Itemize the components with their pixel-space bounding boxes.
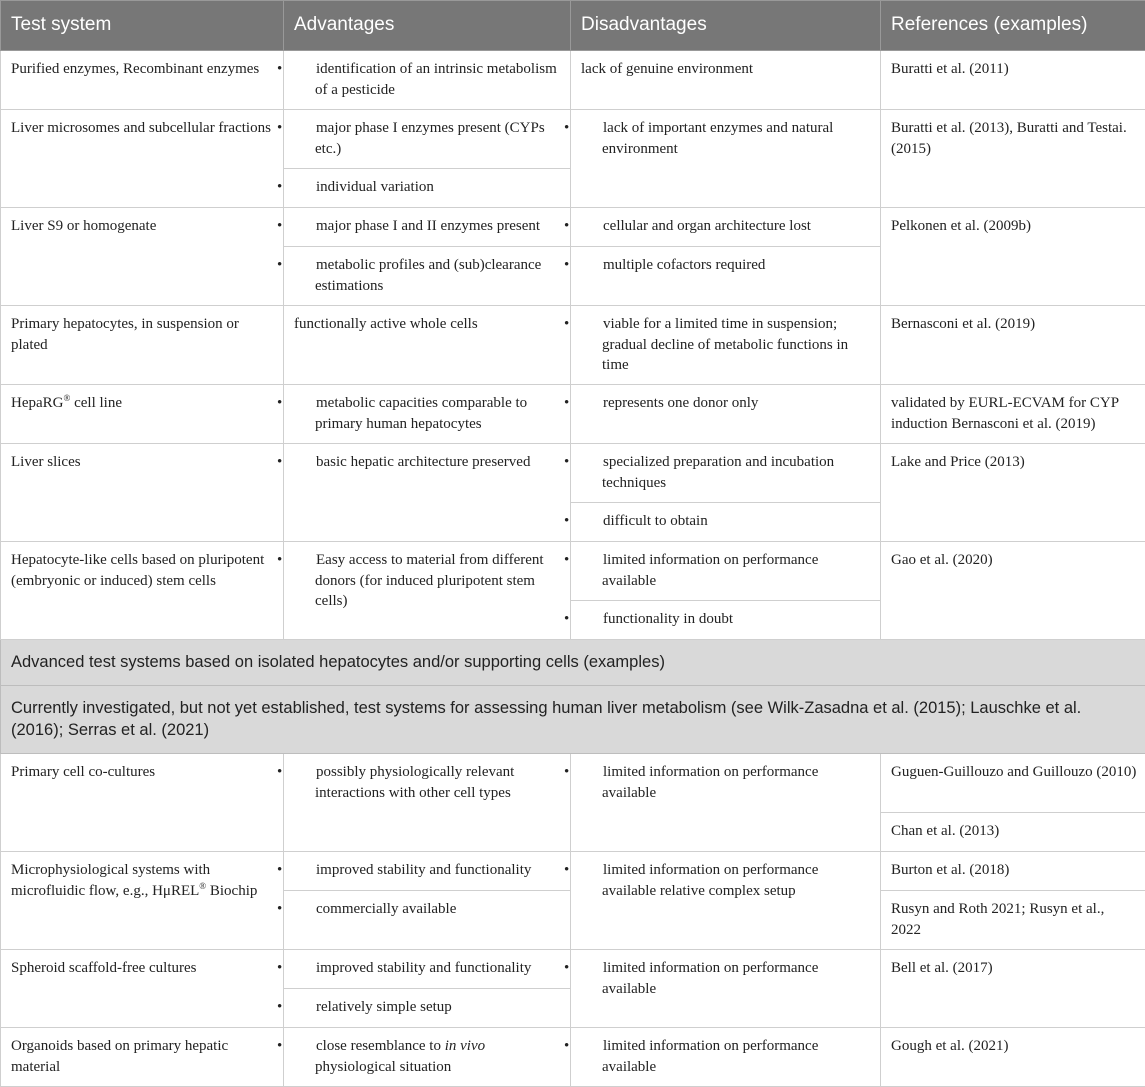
table-row	[1, 1028, 1145, 1087]
table-row	[1, 542, 1145, 601]
bullet-icon: •	[296, 177, 316, 198]
disadvantage-cell: • limited information on performance available	[571, 950, 881, 1028]
bullet-icon: •	[296, 958, 316, 979]
disadvantage-cell: lack of genuine environment	[571, 51, 881, 110]
advantage-cell: • major phase I and II enzymes present	[284, 208, 571, 247]
section-row	[1, 686, 1145, 754]
disadvantage-cell: • multiple cofactors required	[571, 247, 881, 306]
section-row	[1, 640, 1145, 686]
advantage-cell: • individual variation	[284, 169, 571, 208]
bullet-icon: •	[296, 550, 316, 571]
reference-cell: Buratti et al. (2013), Buratti and Testai. (2015)	[881, 110, 1145, 208]
reference-cell: Guguen-Guillouzo and Guillouzo (2010)	[881, 754, 1145, 813]
bullet-icon: •	[583, 216, 603, 237]
disadvantage-cell: • limited information on performance available	[571, 542, 881, 601]
reference-cell: Gao et al. (2020)	[881, 542, 1145, 640]
reference-cell: validated by EURL-ECVAM for CYP induction Bernasconi et al. (2019)	[881, 385, 1145, 444]
test-system-cell: Spheroid scaffold-free cultures	[1, 950, 284, 1028]
bullet-icon: •	[296, 393, 316, 414]
reference-cell: Buratti et al. (2011)	[881, 51, 1145, 110]
bullet-icon: •	[583, 860, 603, 881]
reference-cell: Burton et al. (2018)	[881, 852, 1145, 891]
table-row	[1, 385, 1145, 444]
header-advantages: Advantages	[284, 1, 571, 51]
advantage-cell: • improved stability and functionality	[284, 852, 571, 891]
bullet-icon: •	[583, 511, 603, 532]
table-row	[1, 208, 1145, 247]
advantage-cell: • improved stability and functionality	[284, 950, 571, 989]
bullet-icon: •	[583, 118, 603, 139]
bullet-icon: •	[583, 958, 603, 979]
reference-cell: Bernasconi et al. (2019)	[881, 306, 1145, 385]
test-system-cell: Microphysiological systems with microfluidic flow, e.g., HμREL® Biochip	[1, 852, 284, 950]
reference-cell: Gough et al. (2021)	[881, 1028, 1145, 1087]
header-disadvantages: Disadvantages	[571, 1, 881, 51]
disadvantage-cell: • lack of important enzymes and natural environment	[571, 110, 881, 208]
bullet-icon: •	[296, 997, 316, 1018]
bullet-icon: •	[296, 255, 316, 276]
bullet-icon: •	[296, 118, 316, 139]
disadvantage-cell: • viable for a limited time in suspension; gradual decline of metabolic functions in time	[571, 306, 881, 385]
table-row	[1, 852, 1145, 891]
advantage-cell: • basic hepatic architecture preserved	[284, 444, 571, 542]
bullet-icon: •	[296, 216, 316, 237]
table-row	[1, 306, 1145, 385]
advantage-cell: • metabolic capacities comparable to primary human hepatocytes	[284, 385, 571, 444]
advantage-cell: functionally active whole cells	[284, 306, 571, 385]
advantage-cell: • Easy access to material from different donors (for induced pluripotent stem cells)	[284, 542, 571, 640]
bullet-icon: •	[583, 609, 603, 630]
table-row	[1, 110, 1145, 169]
header-test-system: Test system	[1, 1, 284, 51]
disadvantage-cell: • cellular and organ architecture lost	[571, 208, 881, 247]
test-system-cell: Primary hepatocytes, in suspension or plated	[1, 306, 284, 385]
disadvantage-cell: • functionality in doubt	[571, 601, 881, 640]
test-system-cell: Liver slices	[1, 444, 284, 542]
bullet-icon: •	[583, 314, 603, 335]
test-system-cell: Primary cell co-cultures	[1, 754, 284, 852]
advantage-cell: • commercially available	[284, 891, 571, 950]
table-row	[1, 444, 1145, 503]
bullet-icon: •	[583, 255, 603, 276]
bullet-icon: •	[583, 762, 603, 783]
section-heading: Advanced test systems based on isolated hepatocytes and/or supporting cells (examples)	[1, 640, 1145, 686]
bullet-icon: •	[583, 393, 603, 414]
reference-cell: Bell et al. (2017)	[881, 950, 1145, 1028]
bullet-icon: •	[583, 1036, 603, 1057]
bullet-icon: •	[296, 59, 316, 80]
test-system-cell: Hepatocyte-like cells based on pluripotent (embryonic or induced) stem cells	[1, 542, 284, 640]
disadvantage-cell: • limited information on performance available	[571, 754, 881, 852]
test-system-cell: Organoids based on primary hepatic material	[1, 1028, 284, 1087]
table-row	[1, 51, 1145, 110]
reference-cell: Chan et al. (2013)	[881, 813, 1145, 852]
advantage-cell: • possibly physiologically relevant interactions with other cell types	[284, 754, 571, 852]
disadvantage-cell: • specialized preparation and incubation techniques	[571, 444, 881, 503]
advantage-cell: • relatively simple setup	[284, 989, 571, 1028]
bullet-icon: •	[296, 452, 316, 473]
disadvantage-cell: • limited information on performance available	[571, 1028, 881, 1087]
table-row	[1, 754, 1145, 813]
bullet-icon: •	[296, 860, 316, 881]
advantage-cell: • identification of an intrinsic metabolism of a pesticide	[284, 51, 571, 110]
header-row	[1, 1, 1145, 51]
bullet-icon: •	[583, 550, 603, 571]
table-row	[1, 950, 1145, 989]
section-heading: Currently investigated, but not yet established, test systems for assessing human liver metabolism (see Wilk-Zasadna et al. (2015); Lauschke et al. (2016); Serras et al. (2021)	[1, 686, 1145, 754]
bullet-icon: •	[296, 762, 316, 783]
disadvantage-cell: • represents one donor only	[571, 385, 881, 444]
header-references: References (examples)	[881, 1, 1145, 51]
advantage-cell: • major phase I enzymes present (CYPs etc.)	[284, 110, 571, 169]
bullet-icon: •	[583, 452, 603, 473]
bullet-icon: •	[296, 1036, 316, 1057]
test-system-cell: Liver microsomes and subcellular fractions	[1, 110, 284, 208]
reference-cell: Rusyn and Roth 2021; Rusyn et al., 2022	[881, 891, 1145, 950]
test-system-cell: HepaRG® cell line	[1, 385, 284, 444]
disadvantage-cell: • limited information on performance available relative complex setup	[571, 852, 881, 950]
bullet-icon: •	[296, 899, 316, 920]
advantage-cell: • metabolic profiles and (sub)clearance estimations	[284, 247, 571, 306]
reference-cell: Lake and Price (2013)	[881, 444, 1145, 542]
test-system-cell: Liver S9 or homogenate	[1, 208, 284, 306]
test-system-cell: Purified enzymes, Recombinant enzymes	[1, 51, 284, 110]
reference-cell: Pelkonen et al. (2009b)	[881, 208, 1145, 306]
disadvantage-cell: • difficult to obtain	[571, 503, 881, 542]
advantage-cell: • close resemblance to in vivo physiological situation	[284, 1028, 571, 1087]
